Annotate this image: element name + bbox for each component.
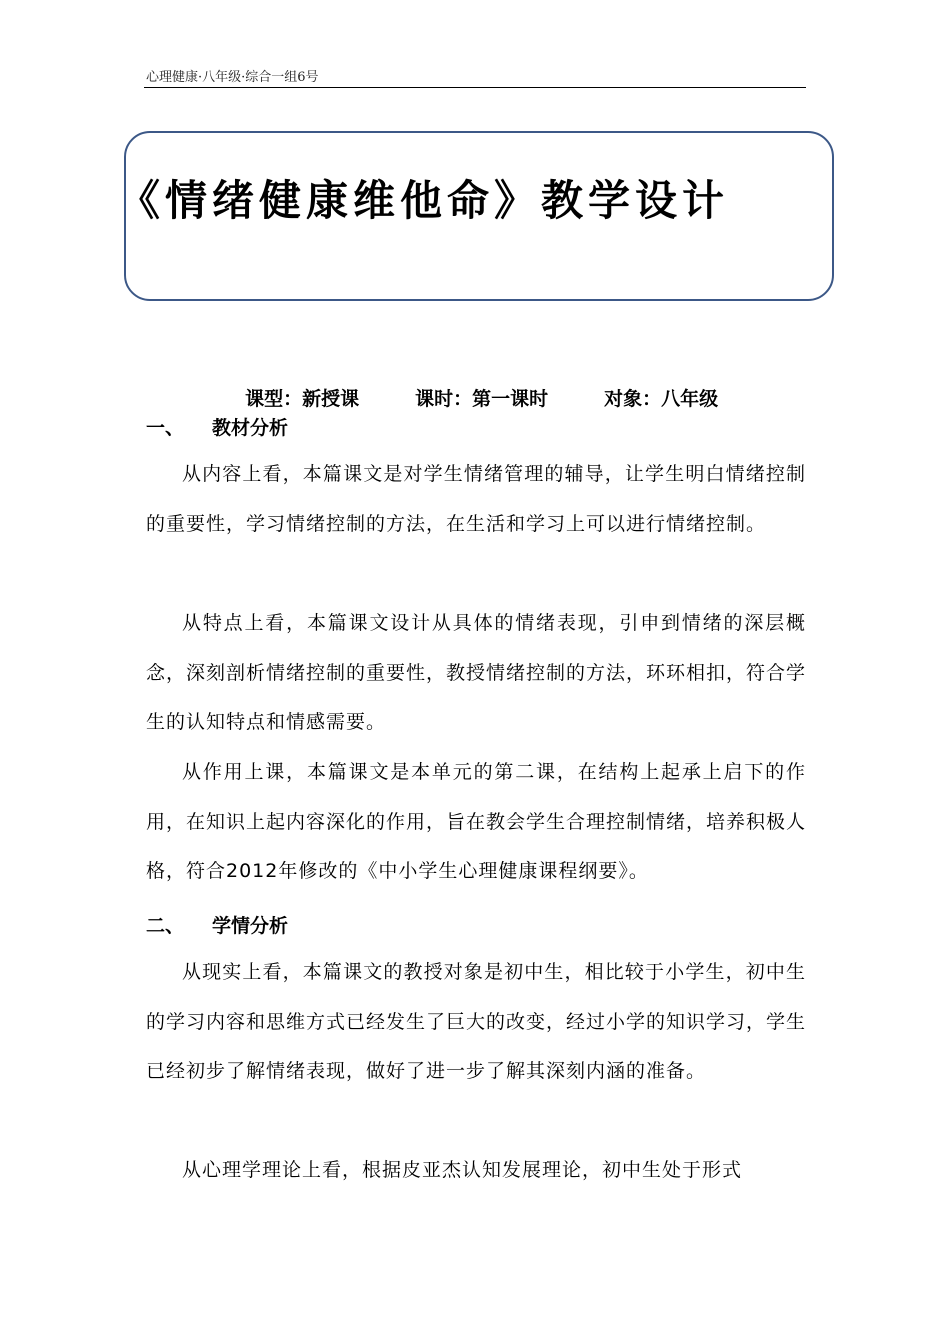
paragraph: 从作用上课，本篇课文是本单元的第二课，在结构上起承上启下的作用，在知识上起内容深化的作用，旨在教会学生合理控制情绪，培养积极人格，符合2012年修改的《中小学生心理健康课程纲要》。 xyxy=(146,761,807,882)
section-heading-learner xyxy=(146,911,288,938)
section-title: 学情分析 xyxy=(212,915,289,937)
section-title: 教材分析 xyxy=(212,417,289,439)
document-title: 《情绪健康维他命》教学设计 xyxy=(118,176,730,225)
section-number: 一、 xyxy=(146,417,185,439)
section-heading-textbook xyxy=(146,413,288,440)
course-type: 课型：新授课 xyxy=(245,388,360,410)
paragraph: 从特点上看，本篇课文设计从具体的情绪表现，引申到情绪的深层概念，深刻剖析情绪控制的重要性，教授情绪控制的方法，环环相扣，符合学生的认知特点和情感需要。 xyxy=(146,612,807,733)
header-rule xyxy=(144,87,806,88)
section-number: 二、 xyxy=(146,915,185,937)
paragraph: 从心理学理论上看，根据皮亚杰认知发展理论，初中生处于形式 xyxy=(182,1159,743,1181)
running-header: 心理健康·八年级·综合一组6号 xyxy=(146,70,319,85)
course-audience: 对象：八年级 xyxy=(604,388,719,410)
paragraph: 从现实上看，本篇课文的教授对象是初中生，相比较于小学生，初中生的学习内容和思维方式已经发生了巨大的改变，经过小学的知识学习，学生已经初步了解情绪表现，做好了进一步了解其深刻内涵的准备。 xyxy=(146,961,807,1082)
course-period: 课时：第一课时 xyxy=(415,388,549,410)
paragraph: 从内容上看，本篇课文是对学生情绪管理的辅导，让学生明白情绪控制的重要性，学习情绪控制的方法，在生活和学习上可以进行情绪控制。 xyxy=(146,463,806,535)
course-meta xyxy=(0,362,950,411)
